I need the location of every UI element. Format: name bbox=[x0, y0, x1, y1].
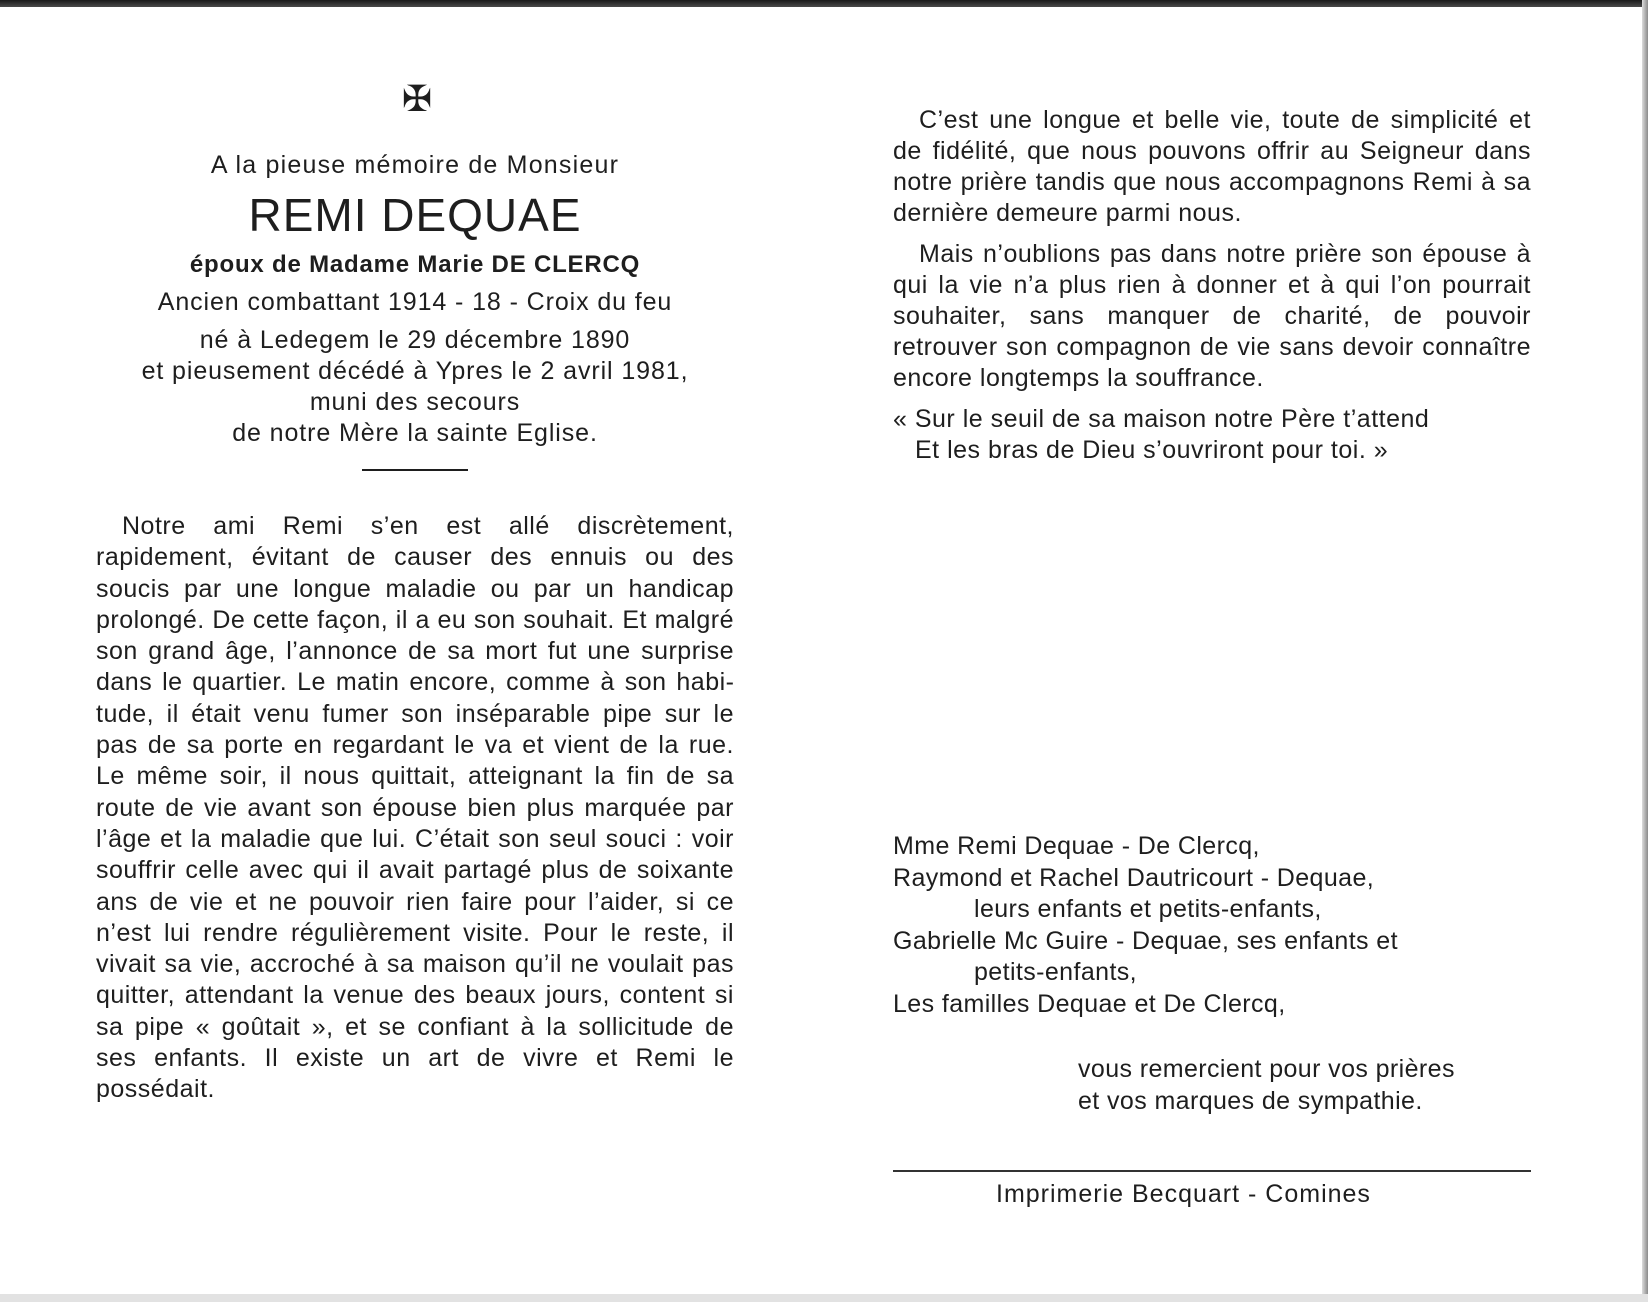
quote-line-1: « Sur le seuil de sa maison notre Père t’attend bbox=[893, 405, 1430, 433]
family-line-6: Les familles Dequae et De Clercq, bbox=[893, 989, 1286, 1018]
separator-rule bbox=[362, 469, 468, 471]
thanks-block bbox=[1078, 1054, 1548, 1117]
right-paragraph-1: C’est une longue et belle vie, toute de simplicité et de fidélité, que nous pouvons offrir au Seigneur dans notre prière tandis que nous accompagnons Remi à sa dernière demeure parmi nous. bbox=[893, 106, 1531, 227]
scan-bottom-edge bbox=[0, 1294, 1648, 1302]
family-line-1: Mme Remi Dequae - De Clercq, bbox=[893, 832, 1260, 860]
thanks-line-1: vous remercient pour vos prières bbox=[1078, 1055, 1455, 1083]
family-line-3: leurs enfants et petits-enfants, bbox=[974, 895, 1322, 923]
death-line: et pieusement décédé à Ypres le 2 avril 1981, bbox=[141, 357, 689, 385]
sacraments-line-2: de notre Mère la sainte Eglise. bbox=[232, 419, 598, 447]
family-line-4: Gabrielle Mc Guire - Dequae, ses enfants et bbox=[893, 926, 1398, 955]
closing-quote bbox=[893, 404, 1531, 466]
cross-icon: ✠ bbox=[401, 78, 433, 119]
birth-line: né à Ledegem le 29 décembre 1890 bbox=[199, 326, 631, 354]
veteran-line: Ancien combattant 1914 - 18 - Croix du feu bbox=[157, 288, 673, 316]
scan-right-edge bbox=[1642, 0, 1648, 1302]
printer-credit: Imprimerie Becquart - Comines bbox=[996, 1180, 1371, 1208]
left-column bbox=[96, 78, 734, 1131]
printer-rule bbox=[893, 1170, 1531, 1172]
family-line-2: Raymond et Rachel Dautricourt - Dequae, bbox=[893, 863, 1375, 892]
intro-line: A la pieuse mémoire de Monsieur bbox=[210, 151, 620, 179]
eulogy-paragraph: Notre ami Remi s’en est allé discrètement, rapidement, évitant de causer des ennuis ou des soucis par une longue maladie ou par un handicap prolongé. De cette façon, il a eu son souhait. Et malgré son grand âge, l’annonce de sa mort fut une surprise dans le quartier. Le matin encore, comme à son habitude, il était venu fumer son inséparable pipe sur le pas de sa porte en regardant le va et vient de la rue. Le même soir, il nous quittait, atteignant la fin de sa route de vie avant son épouse bien plus marquée par l’âge et la maladie que lui. C’était son seul souci : voir souffrir celle avec qui il avait partagé plus de soixante ans de vie et ne pouvoir rien faire pour l’aider, si ce n’est lui rendre régulièrement visite. Pour le reste, il vivait sa vie, accroché à sa maison qu’il ne voulait pas quitter, attendant la venue des beaux jours, content si sa pipe « goûtait », et se confiant à la sollicitude de ses enfants. Il existe un art de vivre et Remi le possédait. bbox=[96, 512, 734, 1104]
deceased-name: REMI DEQUAE bbox=[248, 189, 582, 241]
right-paragraph-2: Mais n’oublions pas dans notre prière son épouse à qui la vie n’a plus rien à donner et à qui l’on pourrait souhaiter, sans manquer de charité, de pouvoir retrouver son compagnon de vie sans devoir connaître encore longtemps la souffrance. bbox=[893, 240, 1531, 392]
header-block bbox=[96, 148, 734, 471]
quote-line-2: Et les bras de Dieu s’ouvriront pour toi. » bbox=[915, 436, 1389, 464]
spouse-line: époux de Madame Marie DE CLERCQ bbox=[189, 251, 641, 278]
sacraments-line-1: muni des secours bbox=[309, 388, 521, 416]
family-list bbox=[893, 831, 1533, 1020]
thanks-line-2: et vos marques de sympathie. bbox=[1078, 1086, 1423, 1115]
family-line-5: petits-enfants, bbox=[974, 958, 1138, 986]
right-column bbox=[893, 105, 1531, 466]
